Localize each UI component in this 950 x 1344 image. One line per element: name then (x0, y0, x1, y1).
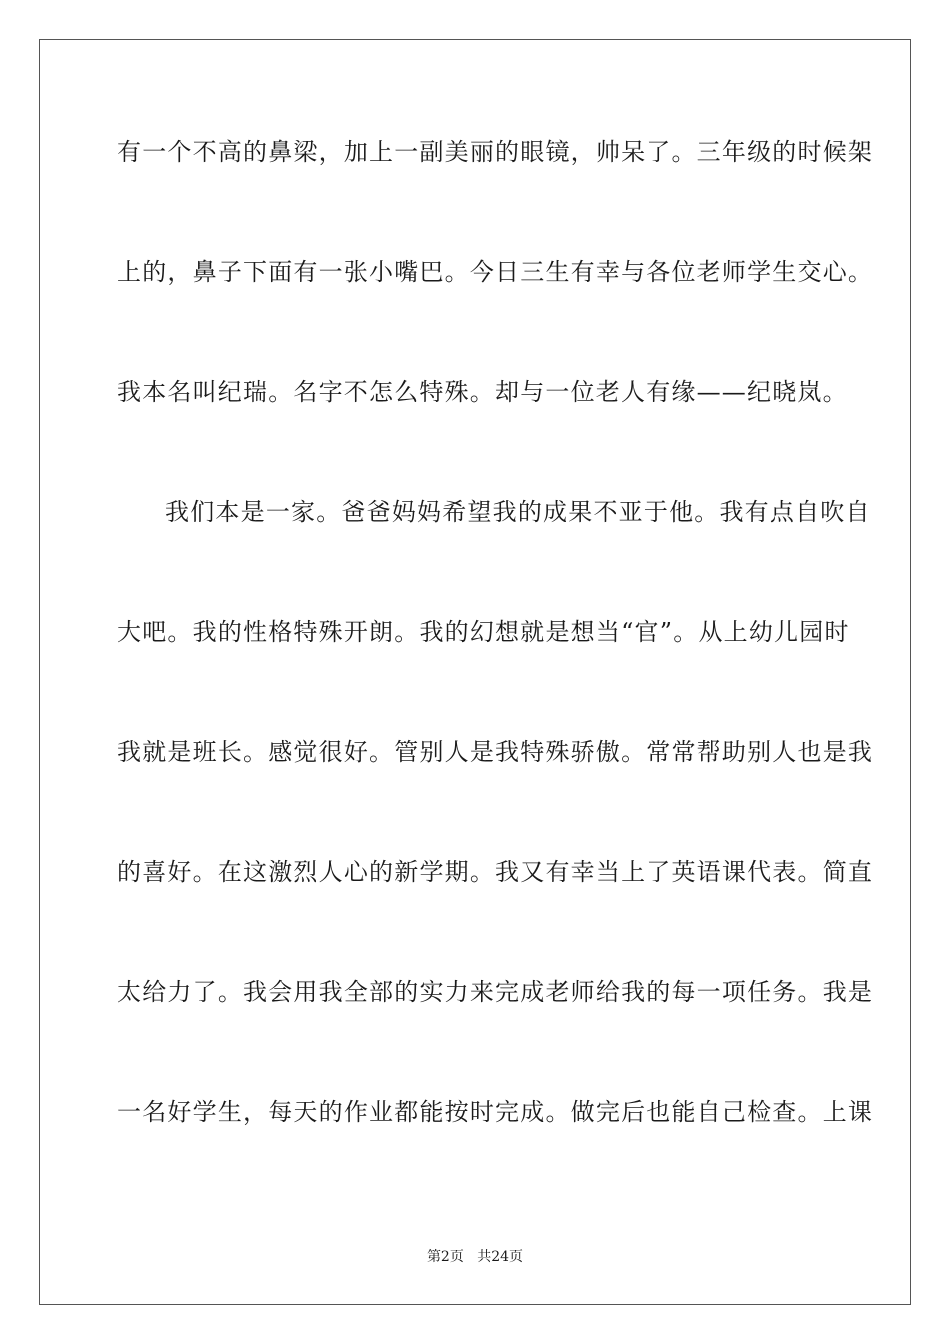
text-line: 我 们 本 是 一 家 。 爸 爸 妈 妈 希 望 我 的 成 果 不 亚 于 他 。 我 有 点 自 吹 自 (165, 498, 871, 526)
page-total: 共24页 (477, 1249, 524, 1265)
page-footer (0, 1246, 950, 1266)
text-line: 上 的 ， 鼻 子 下 面 有 一 张 小 嘴 巴 。 今 日 三 生 有 幸 与 各 位 老 师 学 生 交 心 。 (117, 258, 874, 286)
text-line: 的 喜 好 。 在 这 激 烈 人 心 的 新 学 期 。 我 又 有 幸 当 上 了 英 语 课 代 表 。 简 直 (117, 858, 874, 886)
text-line: 有 一 个 不 高 的 鼻 梁 ， 加 上 一 副 美 丽 的 眼 镜 ， 帅 呆 了 。 三 年 级 的 时 候 架 (117, 138, 874, 166)
text-line: 一 名 好 学 生 ， 每 天 的 作 业 都 能 按 时 完 成 。 做 完 后 也 能 自 己 检 查 。 上 课 (117, 1098, 874, 1126)
text-line: 我本名叫纪瑞。名字不怎么特殊。却与一位老人有缘——纪晓岚。 (117, 378, 848, 406)
document-body (117, 126, 874, 1206)
text-line: 我 就 是 班 长 。 感 觉 很 好 。 管 别 人 是 我 特 殊 骄 傲 。 常 常 帮 助 别 人 也 是 我 (117, 738, 874, 766)
text-line: 大 吧 。 我 的 性 格 特 殊 开 朗 。 我 的 幻 想 就 是 想 当 “ 官 ” 。 从 上 幼 儿 园 时 (117, 618, 850, 646)
page-number: 第2页 (426, 1249, 464, 1265)
text-line: 太 给 力 了 。 我 会 用 我 全 部 的 实 力 来 完 成 老 师 给 我 的 每 一 项 任 务 。 我 是 (117, 978, 874, 1006)
